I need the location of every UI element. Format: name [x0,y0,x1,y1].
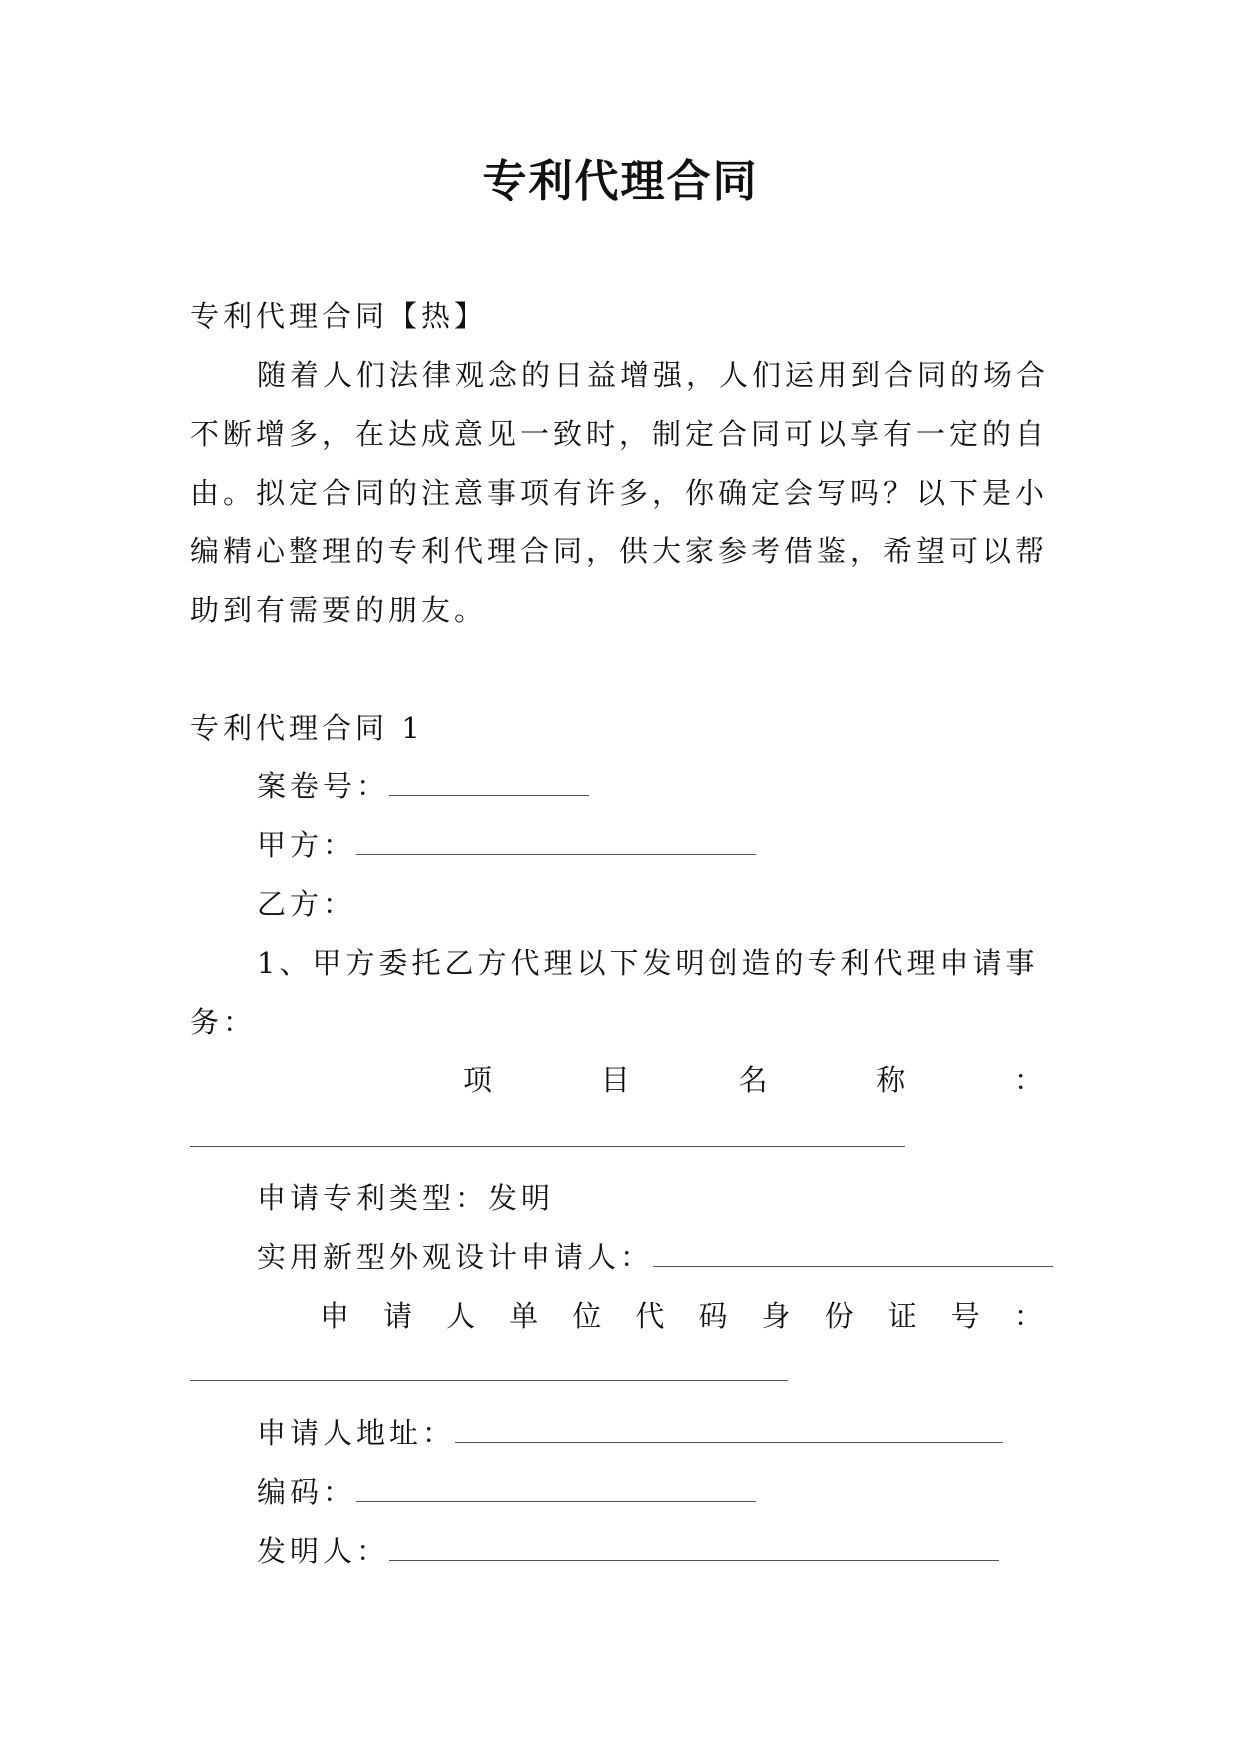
applicant-address-field [257,1413,1060,1453]
postcode-blank [356,1473,756,1502]
postcode-label: 编码： [257,1475,357,1509]
applicant-id-char: 单 [509,1299,539,1333]
project-name-char: 目 [600,1063,630,1097]
intro-line-3: 由。拟定合同的注意事项有许多，你确定会写吗？以下是小 [190,476,1049,510]
intro-line-4: 编精心整理的专利代理合同，供大家参考借鉴，希望可以帮 [190,534,1049,568]
document-title: 专利代理合同 [482,156,759,207]
party-b-label: 乙方： [257,887,357,921]
clause-1-line-2: 务： [190,1005,257,1039]
applicant-id-char: 码 [698,1299,728,1333]
applicant-id-char: 人 [446,1299,476,1333]
party-a-field [257,825,1060,865]
case-number-field [257,766,1060,806]
postcode-field [257,1472,1060,1512]
contract1-heading: 专利代理合同 1 [190,711,424,745]
applicant-blank [653,1238,1053,1267]
case-number-label: 案卷号： [257,769,390,803]
project-name-blank [190,1146,905,1147]
applicant-address-blank [455,1414,1003,1443]
clause-1-line-1: 1、甲方委托乙方代理以下发明创造的专利代理申请事 [257,946,1039,980]
project-name-char: 项 [463,1063,493,1097]
patent-type-field: 申请专利类型：发明 [257,1181,555,1215]
project-name-label [463,1060,1043,1100]
applicant-field [257,1237,1060,1277]
case-number-blank [389,767,589,796]
project-name-char: ： [1013,1063,1043,1097]
applicant-id-char: 位 [572,1299,602,1333]
project-name-char: 名 [738,1063,768,1097]
inventor-blank [389,1532,999,1561]
applicant-id-char: 证 [887,1299,917,1333]
applicant-id-char: 身 [761,1299,791,1333]
inventor-field [257,1531,1060,1571]
party-a-label: 甲方： [257,828,357,862]
applicant-id-char: 代 [635,1299,665,1333]
intro-line-5: 助到有需要的朋友。 [190,593,488,627]
applicant-id-blank [190,1380,788,1381]
intro-line-1: 随着人们法律观念的日益增强，人们运用到合同的场合 [257,358,1050,392]
applicant-id-char: 号 [950,1299,980,1333]
intro-line-2: 不断增多，在达成意见一致时，制定合同可以享有一定的自 [190,417,1049,451]
party-a-blank [356,826,756,855]
section-heading-hot: 专利代理合同【热】 [190,299,488,333]
applicant-label: 实用新型外观设计申请人： [257,1240,654,1274]
inventor-label: 发明人： [257,1534,390,1568]
applicant-address-label: 申请人地址： [257,1416,456,1450]
applicant-id-label [320,1296,1043,1336]
party-b-field [257,884,1060,924]
applicant-id-char: 份 [824,1299,854,1333]
project-name-char: 称 [876,1063,906,1097]
applicant-id-char: ： [1013,1299,1043,1333]
applicant-id-char: 请 [383,1299,413,1333]
applicant-id-char: 申 [320,1299,350,1333]
